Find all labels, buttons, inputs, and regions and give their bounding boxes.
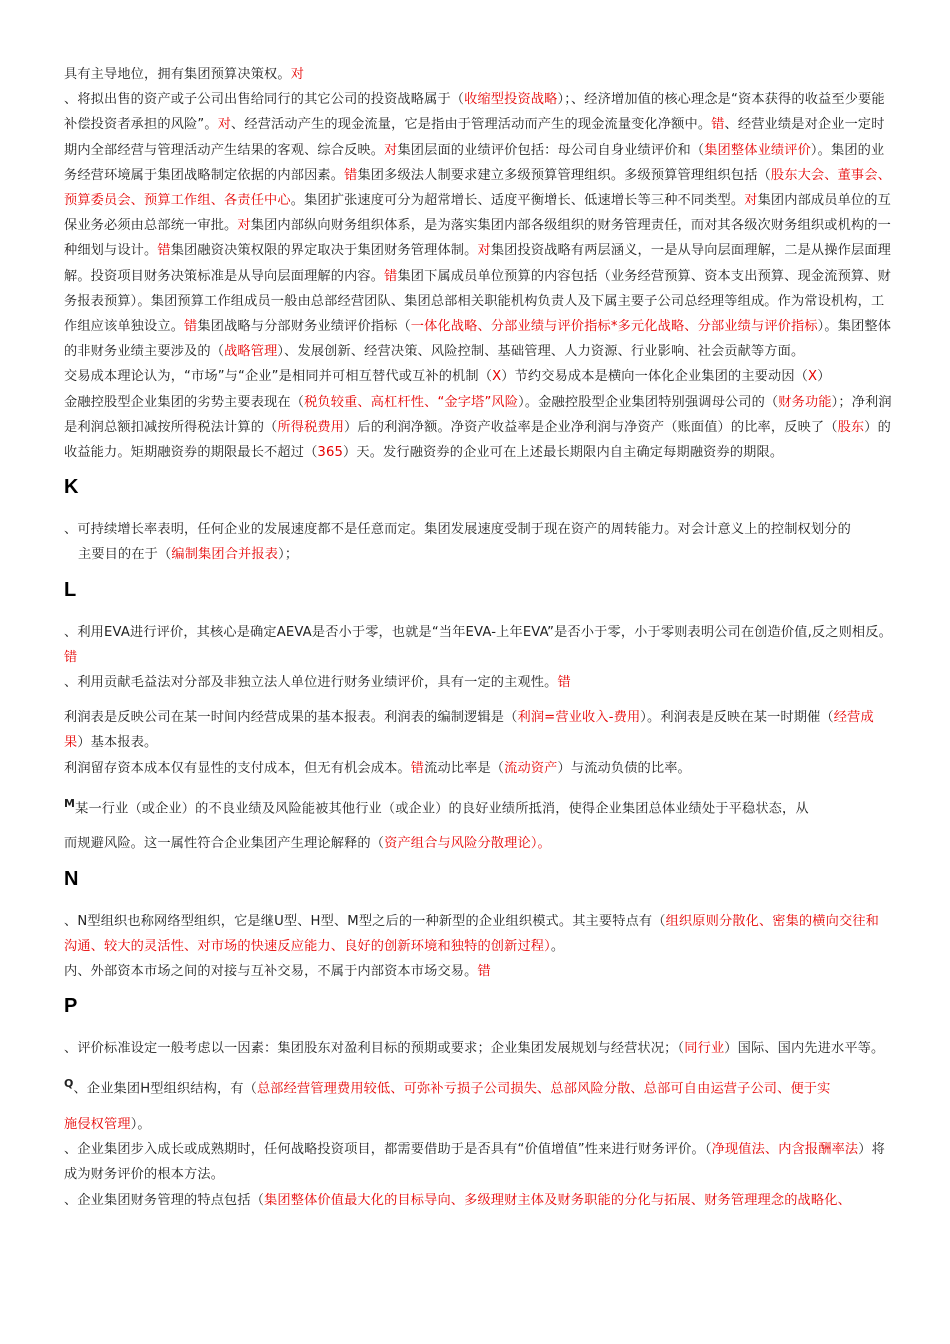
answer-text: 对: [744, 193, 758, 209]
question-text: ）；净利润是利润总额扣减按所得税法计算的（: [64, 394, 892, 435]
answer-text: 对: [290, 67, 305, 82]
section-heading-q: Q: [64, 1077, 74, 1091]
question-text: 、企业集团步入成长或成熟期时，任何战略投资项目，都需要借助于是否具有“价值增值”性来进行财务评价。（: [64, 1142, 712, 1158]
question-text: 、企业集团财务管理的特点包括（: [64, 1192, 265, 1208]
question-text: 、企业集团H型组织结构，有（: [73, 1081, 257, 1097]
question-text: ）后的利润净额。净资产收益率是企业净利润与净资产（账面值）的比率，反映了（: [344, 419, 838, 435]
question-text: ）国际、国内先进水平等。: [724, 1041, 885, 1057]
answer-text: 战略管理: [224, 344, 278, 360]
answer-text: 流动资产: [504, 760, 558, 776]
answer-text: 利润=营业收入-费用: [517, 710, 641, 726]
question-text: 集团层面的业绩评价包括：母公司自身业绩评价和（: [397, 142, 705, 158]
answer-text: 所得税费用: [277, 419, 345, 435]
question-text: ）；、经济增加值的核心理念是“资本获得的收益至少要能补偿投资者承担的风险”。: [64, 92, 885, 133]
answer-text: X: [492, 369, 502, 385]
answer-text: 组织原则分散化、密集的横向交往和沟通、较大的灵活性、对市场的快速反应能力、良好的创新环境和独特的创新过程）: [64, 913, 879, 954]
answer-text: 错: [184, 319, 198, 335]
answer-text: 错: [711, 117, 725, 133]
question-text: 、利用EVA进行评价，其核心是确定AEVA是否小于零，也就是“当年EVA-上年EVA”是否小于零，小于零则表明公司在创造价值,反之则相反。: [64, 624, 892, 640]
paragraph: [64, 959, 892, 984]
question-text: 、利用贡献毛益法对分部及非独立法人单位进行财务业绩评价，具有一定的主观性。: [64, 675, 558, 691]
question-text: ）。金融控股型企业集团特别强调母公司的（: [518, 394, 779, 410]
question-text: ）节约交易成本是横向一体化企业集团的主要动因（: [501, 369, 809, 385]
answer-text: 对: [217, 117, 232, 133]
question-text: 、经营活动产生的现金流量，它是指由于管理活动而产生的现金流量变化净额中。: [231, 117, 712, 133]
question-text: 金融控股型企业集团的劣势主要表现在（: [64, 394, 305, 410]
answer-text: 编制集团合并报表: [171, 547, 279, 563]
answer-text: 一体化战略、分部业绩与评价指标*多元化战略、分部业绩与评价指标: [410, 319, 818, 335]
answer-text: 总部经营管理费用较低、可弥补亏损子公司损失、总部风险分散、总部可自由运营子公司、便于实: [256, 1081, 831, 1097]
answer-text: 集团整体价值最大化的目标导向、多级理财主体及财务职能的分化与拓展、财务管理理念的战略化、: [264, 1192, 851, 1208]
question-text: 、将拟出售的资产或子公司出售给同行的其它公司的投资战略属于（: [64, 92, 465, 108]
question-text: 利润表是反映公司在某一时间内经营成果的基本报表。利润表的编制逻辑是（: [64, 710, 518, 726]
question-text: ）；: [278, 547, 299, 563]
question-text: ）天。发行融资券的企业可在上述最长期限内自主确定每期融资券的期限。: [343, 445, 784, 461]
question-text: 集团多级法人制要求建立多级预算管理组织。多级预算管理组织包括（: [357, 167, 771, 183]
question-text: ）。集团整体的非财务业绩主要涉及的（: [64, 319, 892, 360]
question-text: 流动比率是（: [424, 760, 505, 776]
question-text: 、N型组织也称网络型组织，它是继U型、H型、M型之后的一种新型的企业组织模式。其主要特点有（: [64, 913, 666, 929]
question-text: ）将成为财务评价的根本方法。: [64, 1142, 885, 1183]
question-text: 。: [550, 938, 565, 954]
answer-text: 资产组合与风险分散理论）。: [384, 836, 551, 852]
question-text: ）。利润表是反映在某一时期催（: [640, 710, 834, 726]
answer-text: 365: [317, 445, 344, 461]
question-text: 内、外部资本市场之间的对接与互补交易，不属于内部资本市场交易。: [64, 964, 478, 980]
document-body: [64, 62, 892, 1213]
question-text: 、可持续增长率表明，任何企业的发展速度都不是任意而定。集团发展速度受制于现在资产的周转能力。对会计意义上的控制权划分的: [64, 522, 851, 538]
question-text: 利润留存资本成本仅有显性的支付成本，但无有机会成本。: [64, 760, 411, 776]
question-text: ）与流动负债的比率。: [557, 760, 691, 776]
question-text: 集团内部成员单位的互保业务必须由总部统一审批。: [64, 193, 891, 234]
question-text: 具有主导地位，拥有集团预算决策权。: [64, 67, 291, 82]
question-text: ）。集团的业务经营环境属于集团战略制定依据的内部因素。: [64, 142, 885, 183]
answer-text: 股东大会、董事会、预算委员会、预算工作组、各责任中心: [64, 167, 891, 209]
answer-text: 同行业: [684, 1041, 725, 1057]
paragraph: [64, 517, 892, 542]
answer-text: 经营成果: [64, 710, 874, 751]
question-text: 交易成本理论认为，“市场”与“企业”是相同并可相互替代或互补的机制（: [64, 369, 493, 385]
question-text: 主要目的在于（: [78, 547, 172, 563]
answer-text: 股东: [837, 419, 865, 435]
question-text: 集团下属成员单位预算的内容包括（业务经营预算、资本支出预算、现金流预算、财务报表预算）。集团预算工作组成员一般由总部经营团队、集团总部相关职能机构负责人及下属主要子公司总经理等组成。作为常设机构，工作组应该单独设立。: [64, 268, 891, 335]
question-text: ）基本报表。: [77, 735, 158, 751]
question-text: 集团投资战略有两层涵义，一是从导向层面理解，二是从操作层面理解。投资项目财务决策标准是从导向层面理解的内容。: [64, 243, 891, 284]
paragraph: [64, 909, 892, 959]
section-heading-n: N: [64, 867, 79, 890]
question-text: 、评价标准设定一般考虑以一因素：集团股东对盈利目标的预期或要求；企业集团发展规划与经营状况；（: [64, 1041, 685, 1057]
paragraph: [64, 1188, 892, 1213]
answer-text: 收缩型投资战略: [464, 92, 558, 108]
paragraph-q-text: [74, 1082, 831, 1097]
question-text: ）。: [130, 1117, 151, 1133]
answer-text: 对: [237, 218, 251, 234]
paragraph: [64, 1112, 892, 1137]
paragraph: [64, 364, 892, 389]
answer-text: 净现值法、内含报酬率法: [711, 1142, 859, 1158]
question-text: ）、发展创新、经营决策、风险控制、基础管理、人力资源、行业影响、社会贡献等方面。: [277, 344, 805, 360]
paragraph: [64, 62, 892, 87]
answer-text: 对: [477, 243, 491, 259]
answer-text: 错: [557, 675, 571, 691]
section-heading-k: K: [64, 476, 79, 499]
answer-text: 错: [64, 649, 78, 665]
paragraph: [64, 1036, 892, 1061]
paragraph: [64, 831, 892, 856]
question-text: 某一行业（或企业）的不良业绩及风险能被其他行业（或企业）的良好业绩所抵消，使得企业集团总体业绩处于平稳状态，从: [75, 801, 809, 817]
paragraph: [64, 1137, 892, 1187]
question-text: ）: [817, 369, 831, 385]
question-text: 集团战略与分部财务业绩评价指标（: [197, 319, 411, 335]
paragraph: [64, 620, 892, 670]
answer-text: X: [808, 369, 818, 385]
answer-text: 错: [384, 268, 398, 284]
answer-text: 税负较重、高杠杆性、“金字塔”风险: [304, 394, 519, 410]
question-text: 集团内部纵向财务组织体系，是为落实集团内部各级组织的财务管理责任，而对其各级次财务组织或机构的一种细划与设计。: [64, 218, 891, 259]
answer-text: 对: [384, 142, 398, 158]
section-heading-m: M: [64, 796, 76, 810]
paragraph: [64, 542, 892, 567]
paragraph-q: [64, 1071, 892, 1102]
paragraph-m: [64, 791, 892, 822]
answer-text: 错: [410, 760, 425, 776]
paragraph: [64, 756, 892, 781]
question-text: ）的收益能力。矩期融资券的期限最长不超过（: [64, 419, 891, 461]
paragraph: [64, 390, 892, 466]
paragraph: [64, 670, 892, 695]
answer-text: 财务功能: [778, 394, 832, 410]
answer-text: 错: [157, 243, 171, 259]
question-text: 。集团扩张速度可分为超常增长、适度平衡增长、低速增长等三种不同类型。: [290, 193, 745, 209]
answer-text: 施侵权管理: [64, 1117, 131, 1133]
question-text: 集团融资决策权限的界定取决于集团财务管理体制。: [170, 243, 478, 259]
question-text: 而规避风险。这一属性符合企业集团产生理论解释的（: [64, 836, 385, 852]
question-text: 、经营业绩是对企业一定时期内全部经营与管理活动产生结果的客观、综合反映。: [64, 117, 885, 158]
paragraph: [64, 87, 892, 364]
paragraph: [64, 705, 892, 755]
paragraph-m-text: [75, 801, 809, 816]
answer-text: 错: [344, 167, 358, 183]
section-heading-l: L: [64, 578, 77, 601]
section-heading-p: P: [64, 995, 78, 1018]
answer-text: 错: [477, 964, 491, 980]
answer-text: 集团整体业绩评价: [704, 142, 811, 158]
